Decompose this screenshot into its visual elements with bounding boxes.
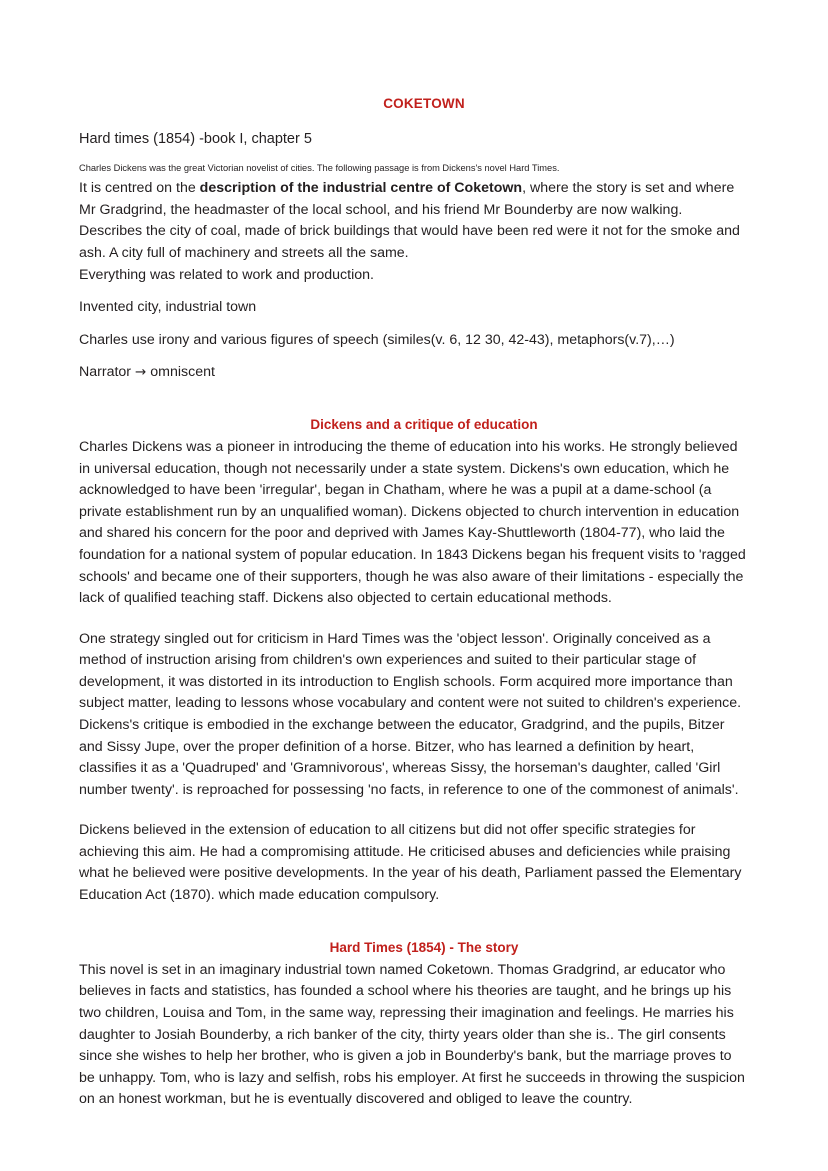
describes-paragraph: Describes the city of coal, made of brick buildings that would have been red were it not for the smoke and ash. A city full of machinery and streets all the same. (79, 223, 740, 261)
source-caption: Charles Dickens was the great Victorian novelist of cities. The following passage is from Dickens's novel Hard Times. (79, 163, 560, 174)
spacer (79, 384, 769, 416)
section-heading-story: Hard Times (1854) - The story (329, 939, 519, 955)
section-heading-education: Dickens and a critique of education (310, 416, 538, 432)
spacer (79, 907, 769, 939)
note-figures-of-speech: Charles use irony and various figures of speech (similes(v. 6, 12 30, 42-43), metaphors(v.7),…) (79, 331, 675, 348)
education-paragraph-3: Dickens believed in the extension of education to all citizens but did not offer specific strategies for achieving this aim. He had a compromising attitude. He criticised abuses and deficiencies while praising what he believed were positive developments. In the year of his death, Parliament passed the Elementary Education Act (1870). which made education compulsory. (79, 822, 742, 904)
intro-lead-text: It is centred on the (79, 180, 200, 197)
right-arrow-icon: → (135, 364, 147, 381)
intro-trailing-text: , where the story is set and where Mr Gradgrind, the headmaster of the local school, and his friend Mr Bounderby are now walking. (79, 180, 735, 218)
spacer (79, 351, 769, 362)
document-subtitle: Hard times (1854) -book I, chapter 5 (79, 131, 312, 148)
intro-paragraph (79, 178, 751, 221)
spacer (79, 286, 769, 297)
spacer (79, 610, 769, 629)
spacer (79, 801, 769, 820)
note-narrator (79, 362, 751, 384)
spacer (79, 319, 769, 330)
note-invented-city: Invented city, industrial town (79, 299, 257, 316)
page-title: COKETOWN (383, 96, 465, 111)
intro-bold-phrase: description of the industrial centre of Coketown (199, 180, 523, 197)
education-paragraph-1: Charles Dickens was a pioneer in introducing the theme of education into his works. He strongly believed in universal education, though not necessarily under a state system. Dickens's own education, which he acknowledged to have been 'irregular', began in Chatham, where he was a pupil at a dame-school (a private establishment run by an unqualified woman). Dickens objected to church intervention in education and shared his concern for the poor and deprived with James Kay-Shuttleworth (1804-77), who laid the foundation for a national system of popular education. In 1843 Dickens began his frequent visits to 'ragged schools' and became one of their supporters, though he was also aware of their limitations - especially the lack of qualified teaching staff. Dickens also objected to certain educational methods. (79, 439, 746, 607)
education-paragraph-2: One strategy singled out for criticism in Hard Times was the 'object lesson'. Originally conceived as a method of instruction arising from children's own experiences and suited to their particular stage of development, it was distorted in its introduction to English schools. Form acquired more importance than subject matter, leading to lessons whose vocabulary and content were not suited to children's experience. Dickens's critique is embodied in the exchange between the educator, Gradgrind, and the pupils, Bitzer and Sissy Jupe, over the proper definition of a horse. Bitzer, who has learned a definition by heart, classifies it as a 'Quadruped' and 'Gramnivorous', whereas Sissy, the horseman's daughter, called 'Girl number twenty'. is reproached for possessing 'no facts, in reference to one of the commonest of animals'. (79, 630, 742, 798)
story-paragraph-1: This novel is set in an imaginary industrial town named Coketown. Thomas Gradgrind, ar educator who believes in facts and statistics, has founded a school where his theories are taught, and he brings up his two children, Louisa and Tom, in the same way, repressing their imagination and feelings. He marries his daughter to Josiah Bounderby, a rich banker of the city, thirty years older than she is.. The girl consents since she wishes to help her brother, who is given a job in Bounderby's bank, but the marriage proves to be unhappy. Tom, who is lazy and selfish, robs his employer. At first he succeeds in throwing the suspicion on an honest workman, but he is eventually discovered and obliged to leave the country. (79, 961, 745, 1108)
narrator-value: omniscent (150, 364, 215, 381)
everything-paragraph: Everything was related to work and production. (79, 266, 374, 283)
narrator-label: Narrator (79, 364, 132, 381)
